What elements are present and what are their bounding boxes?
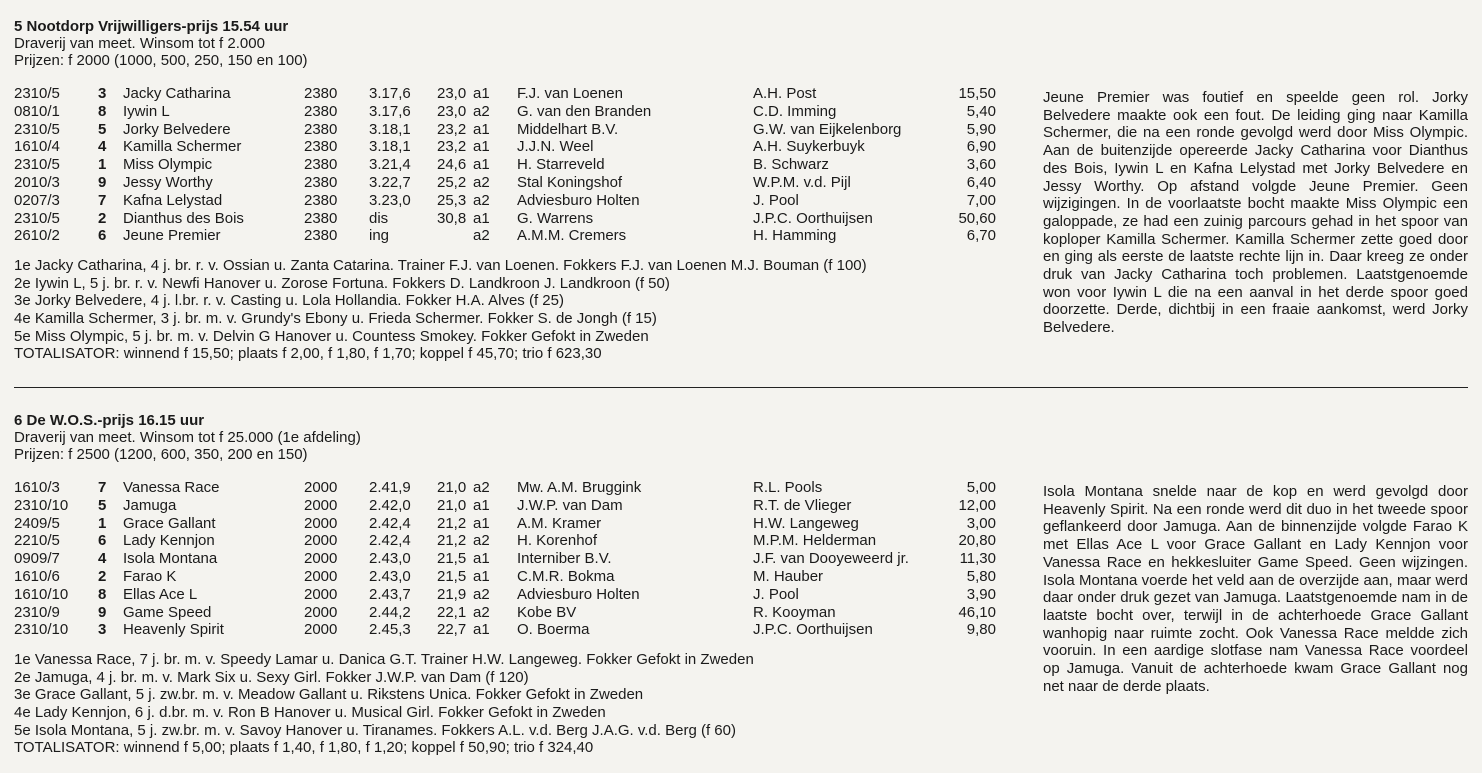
cell-number: 1: [98, 156, 107, 174]
cell-odds: 11,30: [959, 550, 996, 568]
cell-distance: 2000: [304, 479, 338, 496]
cell-km-time: 21,2: [437, 532, 467, 550]
cell-time: 3.23,0: [369, 191, 411, 209]
cell-horse: Jorky Belvedere: [123, 120, 231, 138]
cell-owner: A.M.M. Cremers: [517, 227, 627, 245]
placing-line: 2e Iywin L, 5 j. br. r. v. Newfi Hanover u. Zorose Fortuna. Fokkers D. Landkroon J. Landkroon (f 50): [14, 274, 670, 292]
cell-owner: J.W.P. van Dam: [517, 496, 623, 514]
cell-number: 7: [98, 191, 107, 209]
cell-owner: G. van den Branden: [517, 102, 652, 120]
cell-number: 6: [98, 532, 107, 550]
cell-owner: H. Korenhof: [517, 532, 598, 550]
cell-date: 2409/5: [14, 514, 60, 532]
cell-odds: 3,00: [966, 514, 996, 532]
cell-odds: 3,90: [966, 585, 996, 603]
cell-distance: 2000: [304, 550, 338, 568]
cell-horse: Grace Gallant: [123, 514, 216, 532]
cell-horse: Jacky Catharina: [123, 85, 231, 102]
cell-number: 7: [98, 479, 107, 496]
cell-km-time: 21,5: [437, 567, 467, 585]
cell-time: 2.42,4: [369, 514, 411, 532]
cell-owner: F.J. van Loenen: [517, 85, 623, 102]
cell-owner: O. Boerma: [517, 621, 590, 639]
race-title: 5 Nootdorp Vrijwilligers-prijs 15.54 uur: [14, 18, 289, 35]
cell-owner: G. Warrens: [517, 209, 594, 227]
cell-owner: Adviesburo Holten: [517, 191, 640, 209]
cell-km-time: 23,2: [437, 138, 467, 156]
race-report: Isola Montana snelde naar de kop en werd gevolgd door Heavenly Spirit. Na een ronde werd dit duo in het tweede spoor geflankeerd door Jamuga. Aan de binnenzijde volgde Farao K met Ellas Ace L voor Grace Gallant en Lady Kennjon voor Vanessa Race en hekkesluiter Game Speed. Geen wijzingen. Isola Montana voerde het veld aan de overzijde aan, maar werd daar onder druk gezet van Jamuga. Laatstgenoemde nam in de laatste bocht over, terwijl in de achterhoede Grace Gallant wanhopig naar ruimte zocht. Ook Vanessa Race meldde zich vooruin. In een aardige slotfase nam Vanessa Race voordeel op Jamuga. Vanuit de achterhoede kwam Grace Gallant nog net naar de derde plaats.: [1043, 483, 1468, 695]
cell-horse: Farao K: [123, 567, 177, 585]
totalisator-line: TOTALISATOR: winnend f 15,50; plaats f 2,00, f 1,80, f 1,70; koppel f 45,70; trio f 623,30: [14, 345, 602, 363]
cell-owner: H. Starreveld: [517, 156, 605, 174]
cell-date: 1610/6: [14, 567, 60, 585]
cell-km-time: 21,2: [437, 514, 467, 532]
placing-line: 3e Jorky Belvedere, 4 j. l.br. r. v. Casting u. Lola Hollandia. Fokker H.A. Alves (f 25): [14, 292, 564, 310]
cell-time: 2.45,3: [369, 621, 411, 639]
cell-odds: 9,80: [966, 621, 996, 639]
cell-distance: 2380: [304, 102, 338, 120]
cell-odds: 3,60: [966, 156, 996, 174]
cell-class: a2: [473, 191, 490, 209]
cell-date: 2210/5: [14, 532, 60, 550]
cell-driver: H. Hamming: [753, 227, 837, 245]
cell-date: 2310/9: [14, 603, 60, 621]
cell-driver: W.P.M. v.d. Pijl: [753, 173, 851, 191]
cell-distance: 2000: [304, 567, 338, 585]
cell-distance: 2380: [304, 209, 338, 227]
cell-driver: J.F. van Dooyeweerd jr.: [753, 550, 909, 568]
cell-owner: Stal Koningshof: [517, 173, 623, 191]
cell-number: 1: [98, 514, 107, 532]
cell-date: 2310/5: [14, 85, 60, 102]
cell-time: 3.17,6: [369, 102, 411, 120]
cell-number: 3: [98, 85, 107, 102]
placing-line: 4e Kamilla Schermer, 3 j. br. m. v. Grundy's Ebony u. Frieda Schermer. Fokker S. de Jongh (f 15): [14, 309, 657, 327]
cell-number: 6: [98, 227, 107, 245]
cell-driver: B. Schwarz: [753, 156, 829, 174]
cell-time: 2.41,9: [369, 479, 411, 496]
cell-class: a1: [473, 209, 490, 227]
cell-owner: Adviesburo Holten: [517, 585, 640, 603]
cell-distance: 2000: [304, 496, 338, 514]
cell-odds: 20,80: [958, 532, 996, 550]
cell-distance: 2380: [304, 120, 338, 138]
cell-odds: 5,40: [966, 102, 996, 120]
race-section-5: [14, 18, 1474, 363]
race-section-6: [14, 412, 1474, 757]
cell-number: 9: [98, 173, 107, 191]
cell-odds: 5,90: [966, 120, 996, 138]
cell-horse: Heavenly Spirit: [123, 621, 224, 639]
cell-distance: 2000: [304, 585, 338, 603]
placing-line: 1e Vanessa Race, 7 j. br. m. v. Speedy Lamar u. Danica G.T. Trainer H.W. Langeweg. Fokker Gefokt in Zweden: [14, 651, 754, 669]
placing-line: 1e Jacky Catharina, 4 j. br. r. v. Ossian u. Zanta Catarina. Trainer F.J. van Loenen. Fokkers F.J. van Loenen M.J. Bouman (f 100): [14, 257, 867, 275]
cell-class: a1: [473, 621, 490, 639]
race-prizes: Prijzen: f 2500 (1200, 600, 350, 200 en 150): [14, 446, 308, 463]
cell-date: 2310/10: [14, 621, 69, 639]
placings-details: [14, 257, 1024, 363]
cell-time: ing: [369, 227, 390, 245]
cell-class: a1: [473, 514, 490, 532]
cell-class: a2: [473, 603, 490, 621]
cell-horse: Dianthus des Bois: [123, 209, 244, 227]
cell-owner: C.M.R. Bokma: [517, 567, 615, 585]
placing-line: 2e Jamuga, 4 j. br. m. v. Mark Six u. Sexy Girl. Fokker J.W.P. van Dam (f 120): [14, 668, 529, 686]
cell-km-time: 21,0: [437, 496, 467, 514]
placing-line: 5e Miss Olympic, 5 j. br. m. v. Delvin G Hanover u. Countess Smokey. Fokker Gefokt in Zweden: [14, 327, 649, 345]
cell-odds: 50,60: [958, 209, 996, 227]
cell-number: 5: [98, 120, 107, 138]
cell-time: dis: [369, 209, 389, 227]
cell-class: a1: [473, 496, 490, 514]
cell-time: 2.43,7: [369, 585, 411, 603]
race-title: 6 De W.O.S.-prijs 16.15 uur: [14, 412, 205, 429]
cell-class: a1: [473, 138, 490, 156]
cell-km-time: 21,9: [437, 585, 467, 603]
cell-horse: Jeune Premier: [123, 227, 221, 245]
cell-class: a2: [473, 102, 490, 120]
cell-time: 3.18,1: [369, 138, 411, 156]
cell-date: 2310/5: [14, 120, 60, 138]
cell-date: 1610/4: [14, 138, 60, 156]
cell-distance: 2380: [304, 227, 338, 245]
totalisator-line: TOTALISATOR: winnend f 5,00; plaats f 1,40, f 1,80, f 1,20; koppel f 50,90; trio f 324,40: [14, 739, 594, 757]
cell-horse: Vanessa Race: [123, 479, 220, 496]
cell-odds: 12,00: [958, 496, 996, 514]
cell-driver: G.W. van Eijkelenborg: [753, 120, 902, 138]
cell-horse: Jessy Worthy: [123, 173, 213, 191]
cell-time: 3.17,6: [369, 85, 411, 102]
cell-owner: Middelhart B.V.: [517, 120, 619, 138]
cell-time: 2.44,2: [369, 603, 411, 621]
cell-number: 8: [98, 102, 107, 120]
cell-number: 3: [98, 621, 107, 639]
cell-driver: R. Kooyman: [753, 603, 836, 621]
cell-time: 3.18,1: [369, 120, 411, 138]
cell-horse: Kamilla Schermer: [123, 138, 242, 156]
cell-distance: 2380: [304, 156, 338, 174]
cell-distance: 2000: [304, 514, 338, 532]
cell-km-time: 22,1: [437, 603, 467, 621]
cell-km-time: 23,2: [437, 120, 467, 138]
cell-owner: J.J.N. Weel: [517, 138, 594, 156]
cell-driver: J.P.C. Oorthuijsen: [753, 621, 873, 639]
cell-time: 2.43,0: [369, 567, 411, 585]
cell-km-time: 24,6: [437, 156, 467, 174]
cell-horse: Kafna Lelystad: [123, 191, 223, 209]
cell-driver: M.P.M. Helderman: [753, 532, 877, 550]
cell-odds: 5,80: [966, 567, 996, 585]
cell-time: 2.42,4: [369, 532, 411, 550]
cell-odds: 6,40: [966, 173, 996, 191]
cell-driver: M. Hauber: [753, 567, 824, 585]
cell-date: 0909/7: [14, 550, 60, 568]
cell-number: 9: [98, 603, 107, 621]
cell-driver: H.W. Langeweg: [753, 514, 859, 532]
cell-km-time: 21,0: [437, 479, 467, 496]
placing-line: 3e Grace Gallant, 5 j. zw.br. m. v. Meadow Gallant u. Rikstens Unica. Fokker Gefokt in Zweden: [14, 686, 644, 704]
cell-driver: A.H. Post: [753, 85, 817, 102]
cell-distance: 2000: [304, 532, 338, 550]
cell-horse: Miss Olympic: [123, 156, 213, 174]
cell-km-time: 21,5: [437, 550, 467, 568]
cell-odds: 7,00: [966, 191, 996, 209]
cell-odds: 5,00: [966, 479, 996, 496]
cell-class: a1: [473, 550, 490, 568]
cell-date: 2310/5: [14, 209, 60, 227]
cell-date: 2310/5: [14, 156, 60, 174]
cell-distance: 2380: [304, 85, 338, 102]
cell-owner: Interniber B.V.: [517, 550, 612, 568]
cell-km-time: 23,0: [437, 102, 467, 120]
cell-number: 2: [98, 209, 107, 227]
section-divider: [14, 387, 1468, 388]
cell-owner: Kobe BV: [517, 603, 577, 621]
cell-driver: R.T. de Vlieger: [753, 496, 852, 514]
cell-number: 4: [98, 138, 107, 156]
race-prizes: Prijzen: f 2000 (1000, 500, 250, 150 en 100): [14, 52, 308, 69]
cell-date: 2010/3: [14, 173, 60, 191]
cell-driver: J.P.C. Oorthuijsen: [753, 209, 873, 227]
placings-details: [14, 651, 1024, 757]
cell-km-time: 30,8: [437, 209, 467, 227]
cell-odds: 15,50: [958, 85, 996, 102]
cell-class: a1: [473, 85, 490, 102]
cell-date: 2610/2: [14, 227, 60, 245]
cell-km-time: 23,0: [437, 85, 467, 102]
cell-date: 0810/1: [14, 102, 60, 120]
placing-line: 5e Isola Montana, 5 j. zw.br. m. v. Savoy Hanover u. Tiranames. Fokkers A.L. v.d. Berg J.A.G. v.d. Berg (f 60): [14, 721, 736, 739]
cell-driver: J. Pool: [753, 585, 799, 603]
cell-time: 3.21,4: [369, 156, 411, 174]
cell-driver: R.L. Pools: [753, 479, 823, 496]
cell-horse: Game Speed: [123, 603, 212, 621]
cell-time: 3.22,7: [369, 173, 411, 191]
cell-horse: Isola Montana: [123, 550, 218, 568]
cell-date: 1610/10: [14, 585, 69, 603]
cell-number: 4: [98, 550, 107, 568]
cell-driver: A.H. Suykerbuyk: [753, 138, 865, 156]
cell-date: 0207/3: [14, 191, 60, 209]
cell-km-time: 22,7: [437, 621, 467, 639]
cell-distance: 2000: [304, 603, 338, 621]
cell-class: a2: [473, 227, 490, 245]
cell-class: a1: [473, 120, 490, 138]
cell-class: a2: [473, 173, 490, 191]
cell-distance: 2380: [304, 173, 338, 191]
cell-driver: J. Pool: [753, 191, 799, 209]
cell-horse: Ellas Ace L: [123, 585, 198, 603]
cell-class: a1: [473, 567, 490, 585]
cell-km-time: 25,3: [437, 191, 467, 209]
cell-horse: Lady Kennjon: [123, 532, 215, 550]
cell-number: 5: [98, 496, 107, 514]
cell-km-time: 25,2: [437, 173, 467, 191]
cell-driver: C.D. Imming: [753, 102, 837, 120]
cell-odds: 6,70: [966, 227, 996, 245]
cell-horse: Jamuga: [123, 496, 177, 514]
cell-class: a2: [473, 479, 490, 496]
cell-time: 2.42,0: [369, 496, 411, 514]
cell-odds: 6,90: [966, 138, 996, 156]
cell-date: 1610/3: [14, 479, 60, 496]
race-conditions: Draverij van meet. Winsom tot f 25.000 (1e afdeling): [14, 429, 361, 446]
cell-time: 2.43,0: [369, 550, 411, 568]
cell-owner: Mw. A.M. Bruggink: [517, 479, 642, 496]
cell-horse: Iywin L: [123, 102, 170, 120]
cell-distance: 2000: [304, 621, 338, 639]
race-report: Jeune Premier was foutief en speelde geen rol. Jorky Belvedere maakte ook een fout. De leiding ging naar Kamilla Schermer, die na een ronde gevolgd werd door Miss Olympic. Aan de buitenzijde opereerde Jacky Catharina voor Dianthus des Bois, Iywin L en Kafna Lelystad met Jorky Belvedere en Jessy Worthy. Op afstand volgde Jeune Premier. Geen wijzigingen. In de voorlaatste bocht maakte Miss Olympic een galoppade, ze had een zuinig parcours gehad in het spoor van koploper Kamilla Schermer. Kamilla Schermer zette goed door en ging als eerste de laatste rechte lijn in. Daar kreeg ze onder druk van Jacky Catharina toch problemen. Laatstgenoemde won voor Iywin L die na een aanval in het derde spoor goed doorzette. Derde, dichtbij in een fraaie aankomst, werd Jorky Belvedere.: [1043, 89, 1468, 337]
cell-class: a2: [473, 585, 490, 603]
race-conditions: Draverij van meet. Winsom tot f 2.000: [14, 35, 265, 52]
cell-distance: 2380: [304, 191, 338, 209]
cell-odds: 46,10: [958, 603, 996, 621]
cell-number: 2: [98, 567, 107, 585]
cell-class: a1: [473, 156, 490, 174]
cell-owner: A.M. Kramer: [517, 514, 602, 532]
cell-number: 8: [98, 585, 107, 603]
cell-date: 2310/10: [14, 496, 69, 514]
cell-class: a2: [473, 532, 490, 550]
placing-line: 4e Lady Kennjon, 6 j. d.br. m. v. Ron B Hanover u. Musical Girl. Fokker Gefokt in Zweden: [14, 703, 606, 721]
cell-distance: 2380: [304, 138, 338, 156]
